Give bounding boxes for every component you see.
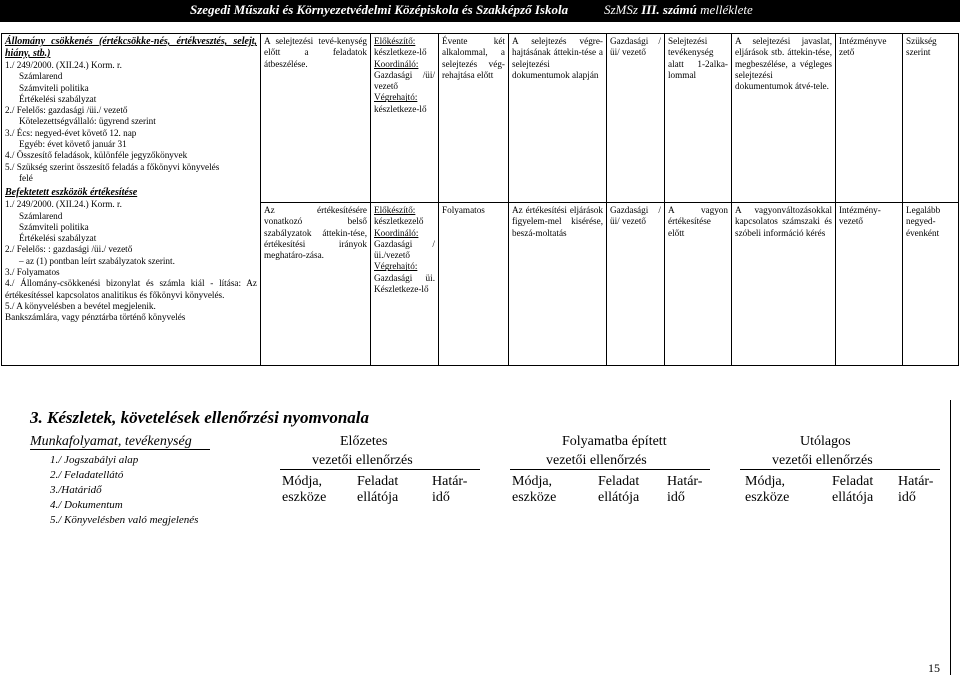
frequency-cell: Legalább negyed-évenként bbox=[903, 203, 959, 366]
process-line: Számlarend bbox=[19, 210, 63, 221]
process-item: 4./ Dokumentum bbox=[50, 499, 123, 511]
process-item: 3./Határidő bbox=[50, 484, 102, 496]
deadline-cell: Folyamatos bbox=[439, 203, 509, 366]
process-line: – az (1) pontban leírt szabályzatok szerint. bbox=[19, 255, 175, 266]
role-value: készletkezelő bbox=[374, 216, 424, 227]
sub-header-text: Módja, bbox=[282, 474, 323, 489]
frequency-cell: Szükség szerint bbox=[903, 34, 959, 203]
sub-header-deadline bbox=[898, 474, 933, 506]
sub-header-method bbox=[512, 474, 556, 506]
process-line: 1./ 249/2000. (XII.24.) Korm. r. bbox=[5, 60, 122, 70]
table-row bbox=[2, 34, 959, 203]
sub-header-method bbox=[282, 474, 326, 506]
prior-control-cell: A selejtezési tevé-kenység előtt a feladatok átbeszélése. bbox=[261, 34, 371, 203]
process-line: 2./ Felelős: gazdasági /üi./ vezető bbox=[5, 105, 128, 116]
ongoing-control-cell: A selejtezés végre-hajtásának áttekin-tése a selejtezési dokumentumok alapján bbox=[509, 34, 607, 203]
process-line: Számlarend bbox=[19, 71, 63, 82]
role-label: Végrehajtó: bbox=[374, 92, 418, 103]
process-cell bbox=[2, 34, 261, 366]
sub-header-text: Módja, bbox=[745, 474, 786, 489]
process-line: Számviteli politika bbox=[19, 221, 89, 232]
process-line: 2./ Felelős: : gazdasági /üi./ vezető bbox=[5, 244, 133, 255]
followup-executor-cell: Intézmény-vezető bbox=[836, 203, 903, 366]
deadline-cell: Évente két alkalommal, a selejtezés vég-rehajtása előtt bbox=[439, 34, 509, 203]
role-value: Gazdasági /üi./vezető bbox=[374, 238, 435, 261]
followup-control-cell: A vagyonváltozásokkal kapcsolatos számszaki és szóbeli információ kérés bbox=[732, 203, 836, 366]
ongoing-control-header: Folyamatba épített bbox=[562, 434, 667, 449]
role-value: készletkeze-lő bbox=[374, 103, 427, 114]
sub-header-text: ellátója bbox=[357, 490, 399, 505]
process-line: Bankszámlára, vagy pénztárba történő könyvelés bbox=[5, 312, 186, 323]
role-label: Végrehajtó: bbox=[374, 261, 418, 272]
followup-control-header-sub: vezetői ellenőrzés bbox=[772, 453, 873, 468]
prior-control-header: Előzetes bbox=[340, 434, 388, 449]
process-line: 5./ A könyvelésben a bevétel megjelenik. bbox=[5, 300, 156, 311]
process-line: Értékelési szabályzat bbox=[19, 93, 97, 104]
sub-header-text: ellátója bbox=[598, 490, 640, 505]
sub-header-text: Határ- bbox=[667, 474, 703, 489]
annex-number: III. számú bbox=[641, 2, 697, 17]
sub-header-text: Feladat bbox=[598, 474, 640, 489]
sub-header-text: Módja, bbox=[512, 474, 553, 489]
process-line: 3./ Folyamatos bbox=[5, 267, 60, 278]
section-title: 3. Készletek, követelések ellenőrzési nyomvonala bbox=[30, 408, 369, 427]
responsible-cell bbox=[371, 203, 439, 366]
role-value: Gazdasági üi. Készletkeze-lő bbox=[374, 272, 435, 295]
sub-header-deadline bbox=[432, 474, 467, 506]
sub-header-text: idő bbox=[898, 490, 916, 505]
executor-cell: Gazdasági / üi/ vezető bbox=[607, 203, 665, 366]
role-label: Előkészítő: bbox=[374, 205, 416, 215]
executor-cell: Gazdasági / üi/ vezető bbox=[607, 34, 665, 203]
header-rule bbox=[510, 469, 710, 470]
role-label: Koordináló: bbox=[374, 58, 419, 69]
school-name: Szegedi Műszaki és Környezetvédelmi Középiskola és Szakképző Iskola bbox=[190, 2, 569, 17]
process-item: 1./ Jogszabályi alap bbox=[50, 454, 139, 466]
sub-header-text: Határ- bbox=[898, 474, 934, 489]
sub-header-method bbox=[745, 474, 789, 506]
process-title-decrease: Állomány csökkenés (értékcsökke-nés, értékvesztés, selejt, hiány, stb.) bbox=[5, 36, 257, 59]
sub-header-deadline bbox=[667, 474, 702, 506]
process-line: Egyéb: évet követő január 31 bbox=[19, 139, 127, 150]
sub-header-text: Feladat bbox=[832, 474, 874, 489]
header-rule bbox=[30, 449, 210, 450]
process-line: Számviteli politika bbox=[19, 82, 89, 93]
process-line: 4./ Állomány-csökkenési bizonylat és számla kiál - lítása: Az értékesítéssel kapcsolatos analitikus és főkönyvi könyvelés. bbox=[5, 278, 257, 300]
followup-control-cell: A selejtezési javaslat, eljárások stb. áttekin-tése, megbeszélése, a végleges selejtezési dokumentumok átvé-tele. bbox=[732, 34, 836, 203]
sub-header-executor bbox=[598, 474, 639, 506]
process-line: 1./ 249/2000. (XII.24.) Korm. r. bbox=[5, 199, 122, 210]
process-line: Kötelezettségvállaló: ügyrend szerint bbox=[19, 116, 156, 127]
sub-header-text: Határ- bbox=[432, 474, 468, 489]
role-label: Előkészítő: bbox=[374, 36, 416, 46]
prior-control-header-sub: vezetői ellenőrzés bbox=[312, 453, 413, 468]
responsible-cell bbox=[371, 34, 439, 203]
control-table bbox=[1, 33, 959, 366]
followup-control-header: Utólagos bbox=[800, 434, 851, 449]
process-column-title: Munkafolyamat, tevékenység bbox=[30, 434, 192, 449]
sub-header-executor bbox=[357, 474, 398, 506]
process-title-sale: Befektetett eszközök értékesítése bbox=[5, 187, 138, 199]
followup-executor-cell: Intézményve zető bbox=[836, 34, 903, 203]
sub-header-text: idő bbox=[432, 490, 450, 505]
timing-cell: A vagyon értékesítése előtt bbox=[665, 203, 732, 366]
role-value: Gazdasági /üi/ vezető bbox=[374, 69, 435, 92]
page-header bbox=[0, 0, 960, 22]
annex-prefix: SzMSz bbox=[604, 2, 642, 17]
page-frame-line bbox=[950, 400, 951, 675]
process-line: Értékelési szabályzat bbox=[19, 233, 97, 244]
page-number: 15 bbox=[928, 661, 940, 675]
sub-header-text: idő bbox=[667, 490, 685, 505]
sub-header-text: ellátója bbox=[832, 490, 874, 505]
sub-header-text: eszköze bbox=[745, 490, 790, 505]
prior-control-cell: Az értékesítésére vonatkozó belső szabályzatok áttekin-tése, értékesítési irányok meghatáro-zása. bbox=[261, 203, 371, 366]
header-rule bbox=[740, 469, 940, 470]
process-item: 2./ Feladatellátó bbox=[50, 469, 124, 481]
role-label: Koordináló: bbox=[374, 227, 419, 238]
annex-suffix: melléklete bbox=[696, 2, 753, 17]
header-rule bbox=[280, 469, 480, 470]
process-line: felé bbox=[19, 172, 33, 183]
sub-header-text: Feladat bbox=[357, 474, 399, 489]
ongoing-control-header-sub: vezetői ellenőrzés bbox=[546, 453, 647, 468]
annex-label bbox=[604, 2, 753, 18]
process-item: 5./ Könyvelésben való megjelenés bbox=[50, 514, 199, 526]
sub-header-text: eszköze bbox=[512, 490, 557, 505]
ongoing-control-cell: Az értékesítési eljárások figyelem-mel kisérése, beszá-moltatás bbox=[509, 203, 607, 366]
sub-header-text: eszköze bbox=[282, 490, 327, 505]
sub-header-executor bbox=[832, 474, 873, 506]
process-line: 4./ Összesítő feladások, különféle jegyzőkönyvek bbox=[5, 150, 188, 161]
role-value: készletkeze-lő bbox=[374, 47, 427, 58]
process-line: 3./ Écs: negyed-évet követő 12. nap bbox=[5, 127, 137, 138]
process-line: 5./ Szükség szerint összesítő feladás a főkönyvi könyvelés bbox=[5, 161, 220, 172]
timing-cell: Selejtezési tevékenység alatt 1-2alka-lommal bbox=[665, 34, 732, 203]
